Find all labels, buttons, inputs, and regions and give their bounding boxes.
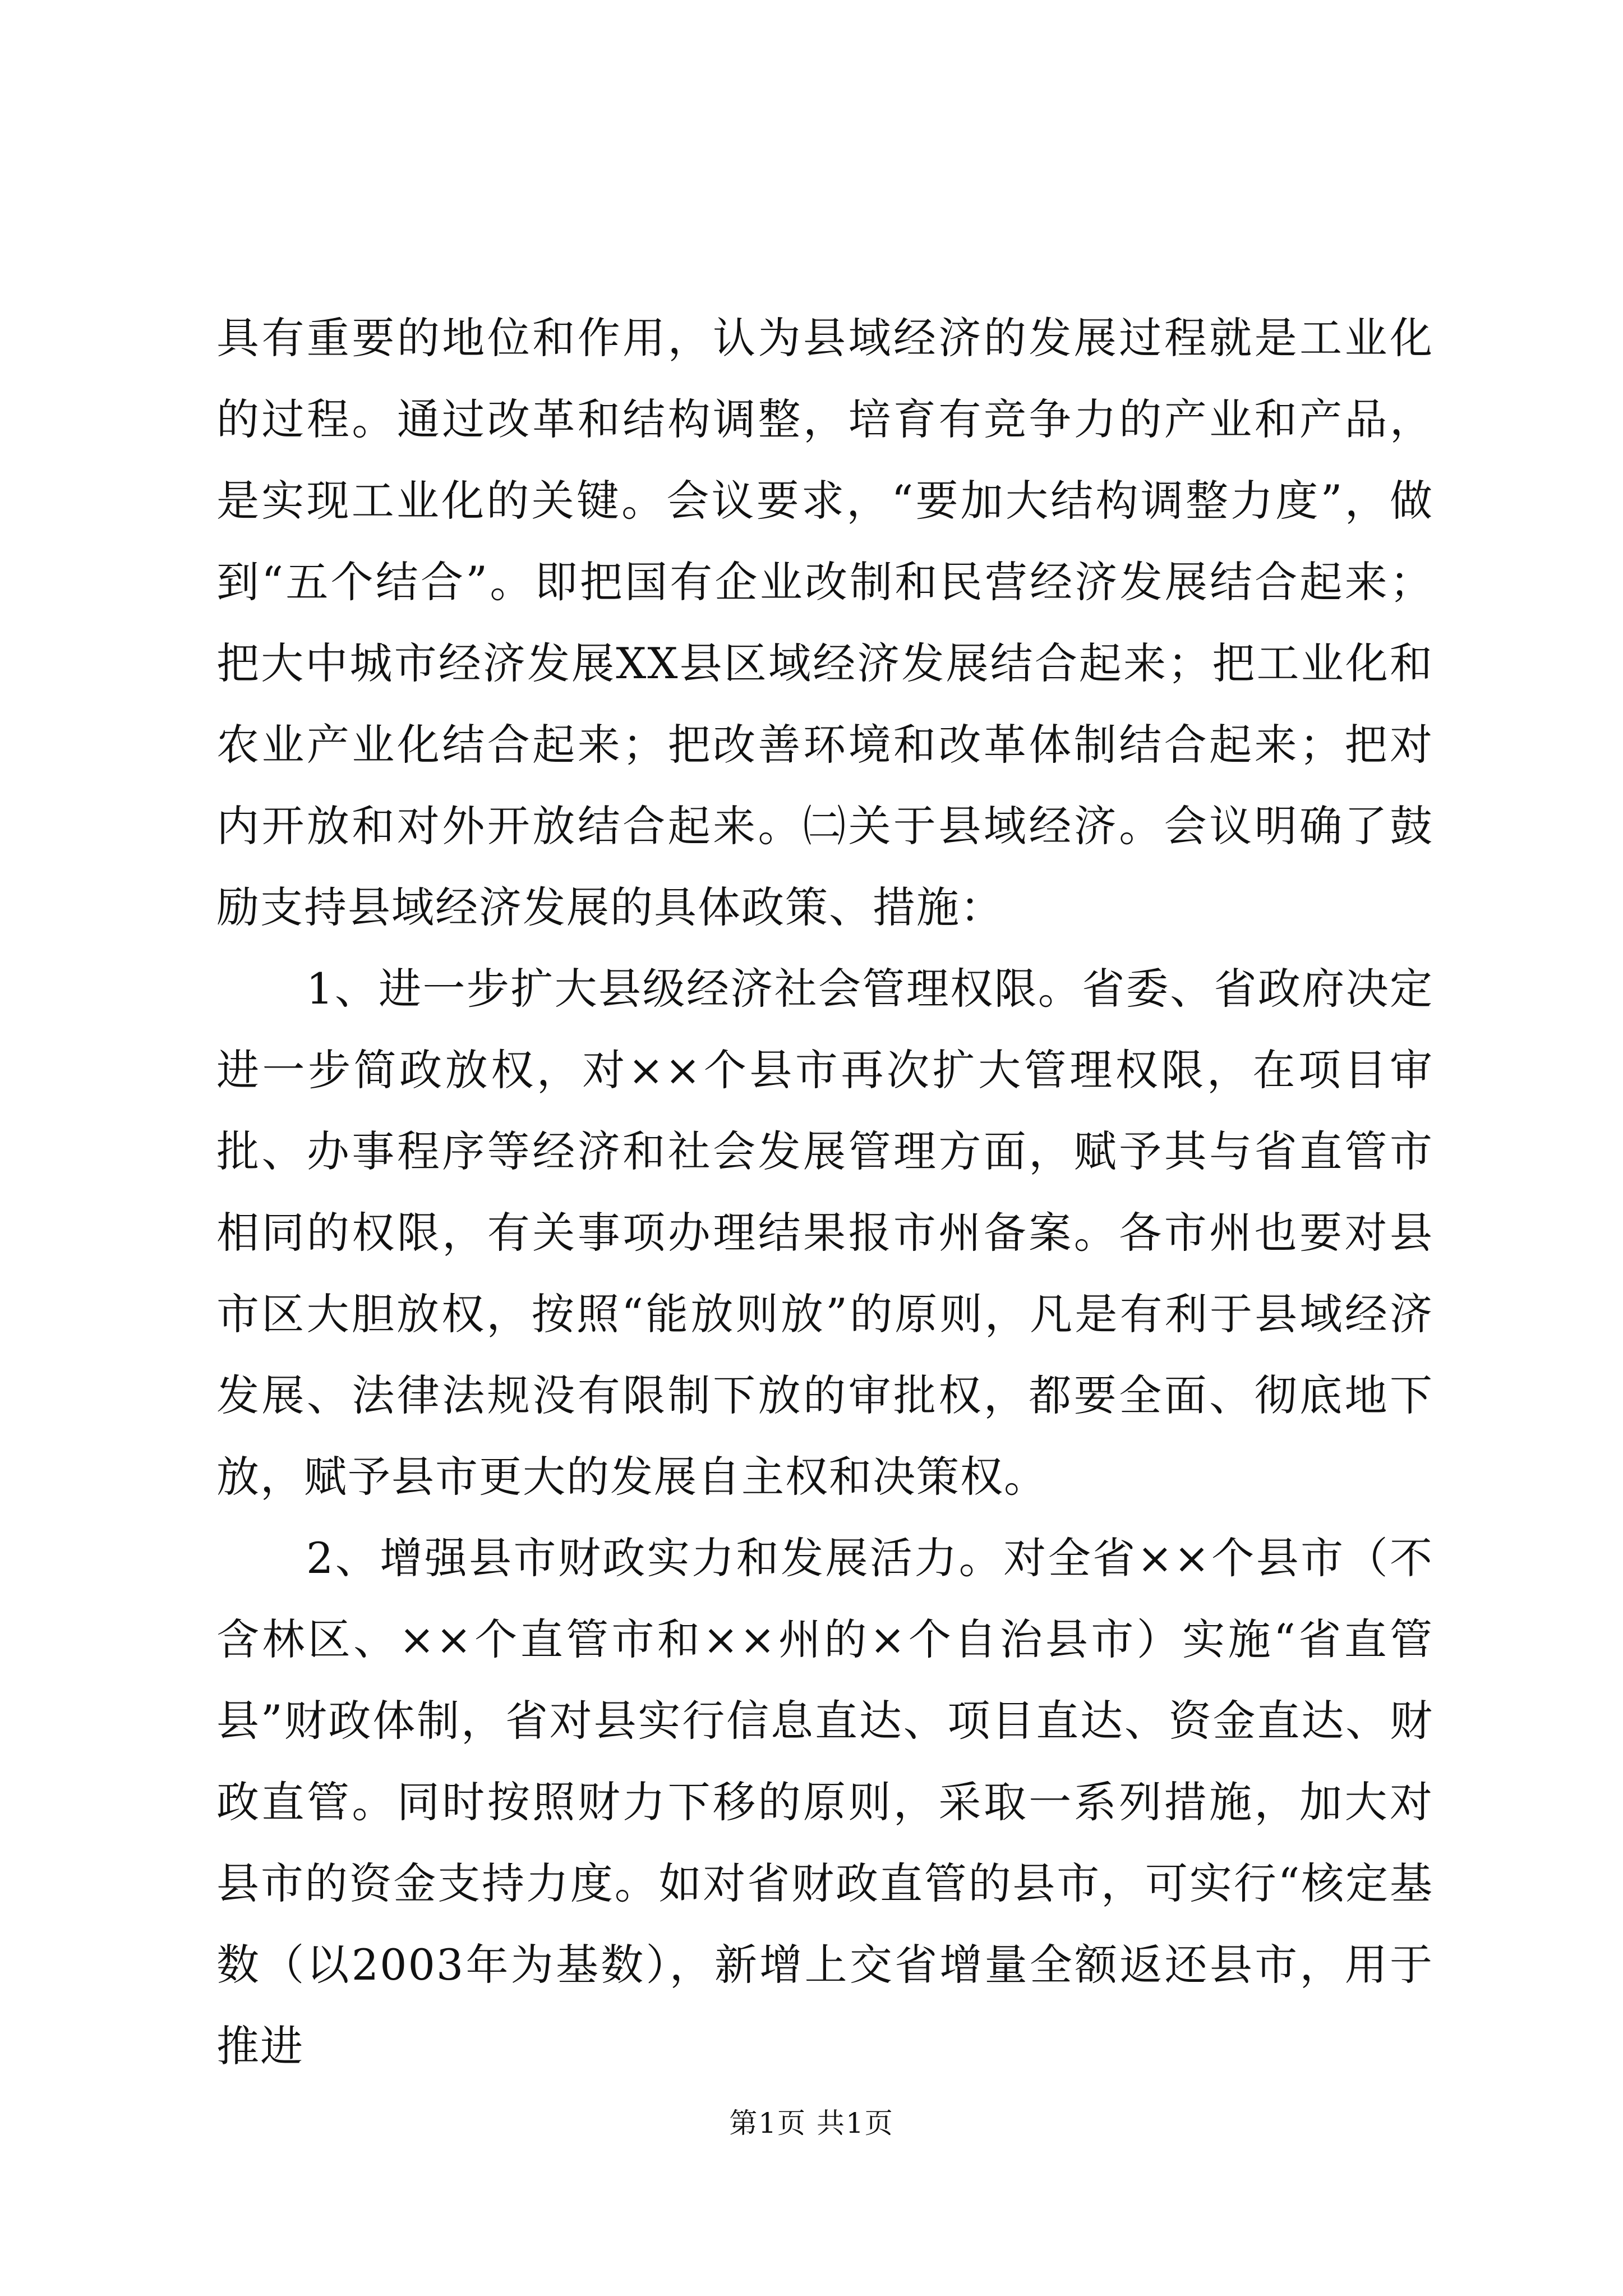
- paragraph-item-1: 1、进一步扩大县级经济社会管理权限。省委、省政府决定进一步简政放权，对××个县市再次扩大管理权限，在项目审批、办事程序等经济和社会发展管理方面，赋予其与省直管市相同的权限，有关事项办理结果报市州备案。各市州也要对县市区大胆放权，按照“能放则放”的原则，凡是有利于县域经济发展、法律法规没有限制下放的审批权，都要全面、彻底地下放，赋予县市更大的发展自主权和决策权。: [216, 964, 1433, 1502]
- page-footer: 第1页 共1页: [729, 2107, 894, 2139]
- paragraph-item-2: 2、增强县市财政实力和发展活力。对全省××个县市（不含林区、××个直管市和××州的×个自治县市）实施“省直管县”财政体制，省对县实行信息直达、项目直达、资金直达、财政直管。同时按照财力下移的原则，采取一系列措施，加大对县市的资金支持力度。如对省财政直管的县市，可实行“核定基数（以2003年为基数），新增上交省增量全额返还县市，用于推进: [216, 1533, 1433, 2071]
- paragraph-intro: 具有重要的地位和作用，认为县域经济的发展过程就是工业化的过程。通过改革和结构调整，培育有竞争力的产业和产品，是实现工业化的关键。会议要求，“要加大结构调整力度”，做到“五个结合”。即把国有企业改制和民营经济发展结合起来；把大中城市经济发展XX县区域经济发展结合起来；把工业化和农业产业化结合起来；把改善环境和改革体制结合起来；把对内开放和对外开放结合起来。㈡关于县域经济。会议明确了鼓励支持县域经济发展的具体政策、措施：: [216, 313, 1433, 932]
- document-body: [216, 297, 1433, 2087]
